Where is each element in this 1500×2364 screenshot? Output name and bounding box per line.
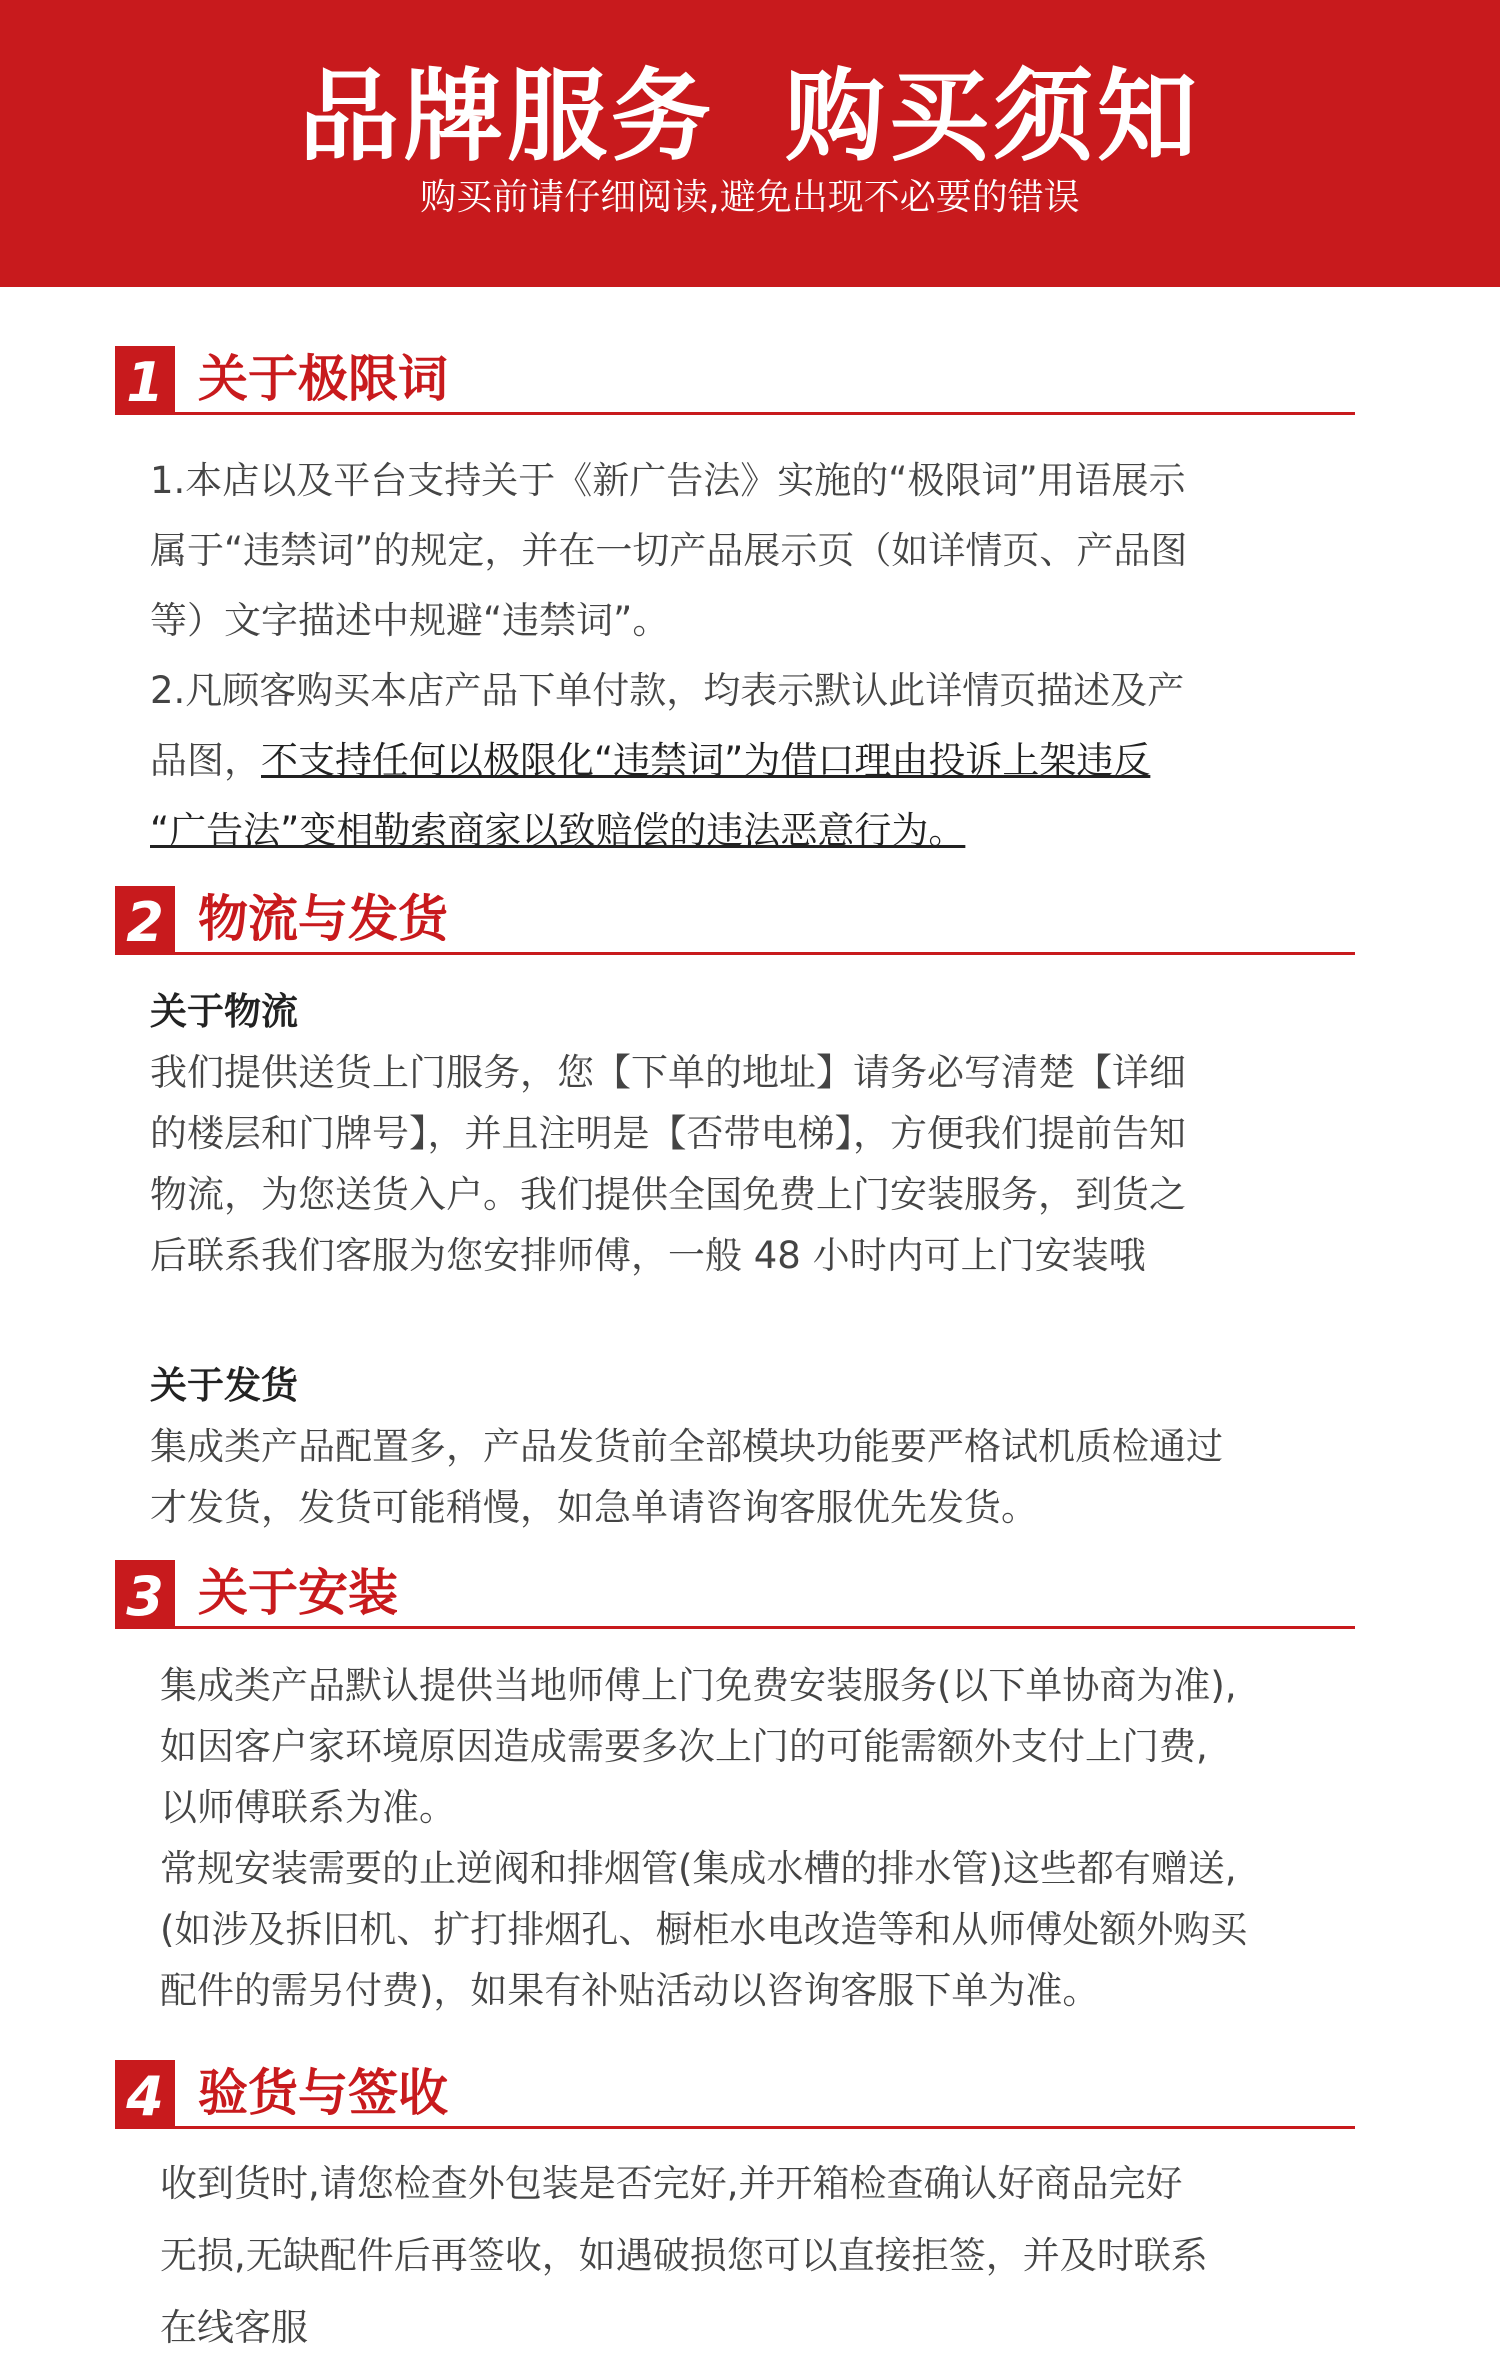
page-subtitle: 购买前请仔细阅读,避免出现不必要的错误 <box>420 177 1080 218</box>
section-1-number: 1 <box>115 346 175 412</box>
section-4-line: 在线客服 <box>160 2306 308 2349</box>
header-banner <box>0 0 1500 287</box>
section-1-underlined-notice: 不支持任何以极限化“违禁词”为借口理由投诉上架违反 <box>261 739 1151 782</box>
section-1-line <box>150 726 1380 796</box>
section-1-line <box>150 796 1380 866</box>
logistics-heading: 关于物流 <box>150 990 298 1033</box>
section-1-body <box>150 446 1380 866</box>
section-3-line: 如因客户家环境原因造成需要多次上门的可能需额外支付上门费, <box>160 1725 1208 1768</box>
section-3-title: 关于安装 <box>198 1564 398 1622</box>
section-4-number: 4 <box>115 2060 175 2126</box>
title-brand-service: 品牌服务 <box>299 58 715 175</box>
section-3-line: (如涉及拆旧机、扩打排烟孔、橱柜水电改造等和从师傅处额外购买 <box>160 1908 1248 1951</box>
title-purchase-notice: 购买须知 <box>785 58 1201 175</box>
section-4-line: 无损,无缺配件后再签收，如遇破损您可以直接拒签，并及时联系 <box>160 2234 1208 2277</box>
section-1-line: 2.凡顾客购买本店产品下单付款，均表示默认此详情页描述及产 <box>150 669 1185 712</box>
section-1-line: 属于“违禁词”的规定，并在一切产品展示页（如详情页、产品图 <box>150 529 1188 572</box>
section-2-header <box>115 886 1355 955</box>
logistics-line: 后联系我们客服为您安排师傅，一般 48 小时内可上门安装哦 <box>150 1234 1146 1277</box>
section-3-line: 配件的需另付费)，如果有补贴活动以咨询客服下单为准。 <box>160 1969 1100 2012</box>
shipping-line: 集成类产品配置多，产品发货前全部模块功能要严格试机质检通过 <box>150 1425 1223 1468</box>
section-4-line: 收到货时,请您检查外包装是否完好,并开箱检查确认好商品完好 <box>160 2162 1183 2205</box>
section-4-header <box>115 2060 1355 2129</box>
shipping-line: 才发货，发货可能稍慢，如急单请咨询客服优先发货。 <box>150 1486 1038 1529</box>
section-1-line-prefix: 品图， <box>150 739 261 782</box>
section-2-title: 物流与发货 <box>198 890 448 948</box>
section-4-title: 验货与签收 <box>198 2064 448 2122</box>
section-3-number: 3 <box>115 1560 175 1626</box>
section-1-underlined-notice: “广告法”变相勒索商家以致赔偿的违法恶意行为。 <box>150 809 966 852</box>
section-1-line: 等）文字描述中规避“违禁词”。 <box>150 599 670 642</box>
section-3-line: 以师傅联系为准。 <box>160 1786 456 1829</box>
section-1-header <box>115 346 1355 415</box>
section-1-title: 关于极限词 <box>198 350 448 408</box>
logistics-line: 的楼层和门牌号】，并且注明是【否带电梯】，方便我们提前告知 <box>150 1112 1186 1155</box>
section-4-body <box>160 2148 1390 2364</box>
section-3-header <box>115 1560 1355 1629</box>
section-3-line: 集成类产品默认提供当地师傅上门免费安装服务(以下单协商为准), <box>160 1664 1237 1707</box>
section-2-number: 2 <box>115 886 175 952</box>
section-1-line: 1.本店以及平台支持关于《新广告法》实施的“极限词”用语展示 <box>150 459 1186 502</box>
section-3-line: 常规安装需要的止逆阀和排烟管(集成水槽的排水管)这些都有赠送, <box>160 1847 1237 1890</box>
section-2-shipping <box>150 1356 1380 1538</box>
logistics-line: 物流，为您送货入户。我们提供全国免费上门安装服务，到货之 <box>150 1173 1186 1216</box>
page-title <box>0 52 1500 182</box>
logistics-line: 我们提供送货上门服务，您【下单的地址】请务必写清楚【详细 <box>150 1051 1186 1094</box>
shipping-heading: 关于发货 <box>150 1364 298 1407</box>
section-2-logistics <box>150 982 1380 1286</box>
section-3-body <box>160 1655 1390 2021</box>
